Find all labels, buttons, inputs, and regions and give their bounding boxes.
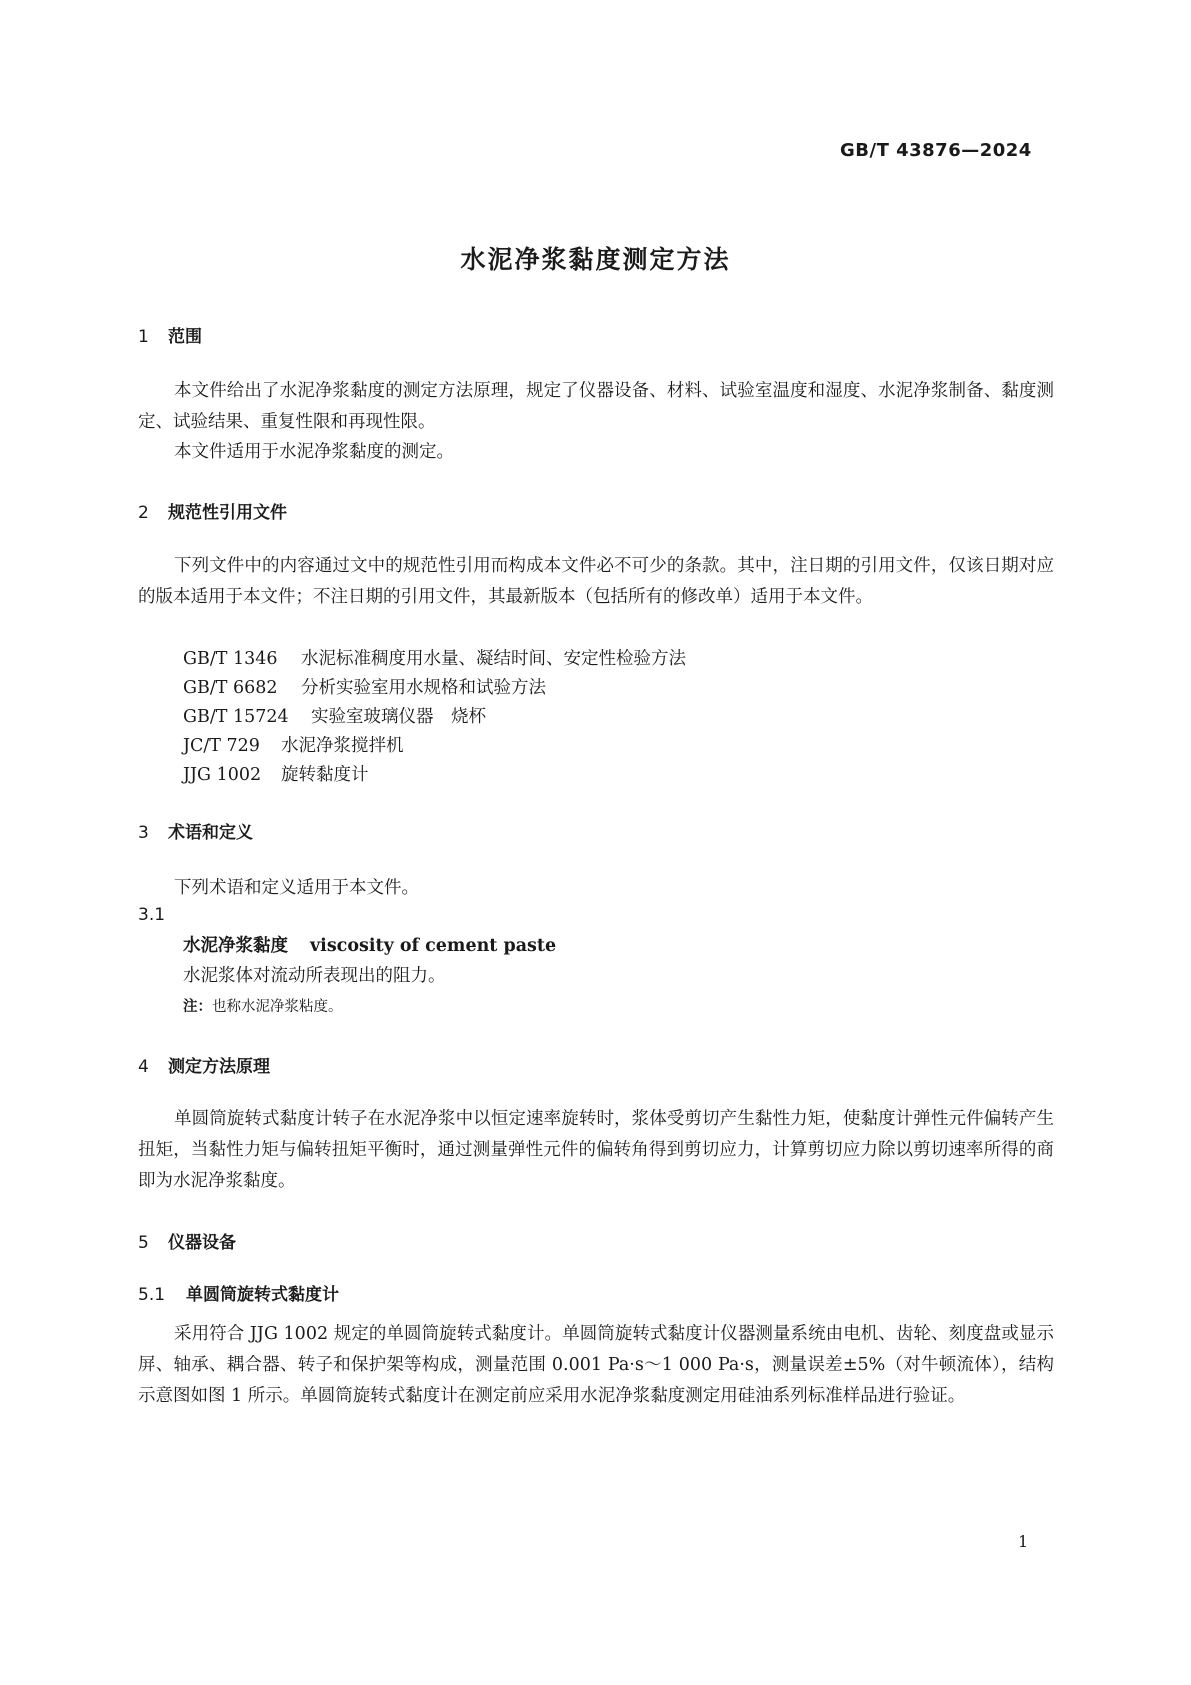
section-4-paragraph: 单圆筒旋转式黏度计转子在水泥净浆中以恒定速率旋转时，浆体受剪切产生黏性力矩，使黏度计弹性元件偏转产生扭矩，当黏性力矩与偏转扭矩平衡时，通过测量弹性元件的偏转角得到剪切应力，计算剪切应力除以剪切速率所得的商即为水泥净浆黏度。: [138, 1109, 1054, 1191]
section-title: 测定方法原理: [168, 1057, 270, 1077]
document-title: 水泥净浆黏度测定方法: [460, 245, 731, 274]
section-number: 3: [138, 823, 149, 843]
section-1-heading: [138, 322, 202, 347]
section-number: 5: [138, 1233, 149, 1253]
page-number: 1: [1018, 1532, 1029, 1551]
section-title: 范围: [168, 327, 202, 347]
term-english: viscosity of cement paste: [310, 936, 557, 956]
section-number: 4: [138, 1057, 149, 1077]
section-title: 仪器设备: [168, 1233, 236, 1253]
section-2-heading: [138, 498, 287, 523]
section-3-heading: [138, 818, 253, 843]
section-3-intro: 下列术语和定义适用于本文件。: [174, 878, 419, 898]
section-title: 术语和定义: [168, 823, 253, 843]
subsection-5-1-heading: [138, 1280, 339, 1305]
section-number: 2: [138, 503, 149, 523]
section-1-paragraph-2: 本文件适用于水泥净浆黏度的测定。: [174, 442, 454, 462]
term-definition: 水泥浆体对流动所表现出的阻力。: [183, 966, 446, 986]
term-entry: [183, 932, 556, 957]
term-chinese: 水泥净浆黏度: [183, 936, 288, 956]
note-label: 注：: [183, 999, 212, 1015]
reference-title: 分析实验室用水规格和试验方法: [301, 678, 546, 698]
reference-code: JJG 1002: [183, 765, 262, 785]
reference-code: GB/T 6682: [183, 678, 278, 698]
reference-item: [183, 674, 546, 699]
term-note: [183, 995, 343, 1016]
section-title: 规范性引用文件: [168, 503, 287, 523]
reference-title: 水泥净浆搅拌机: [281, 736, 404, 756]
section-2-paragraph: 下列文件中的内容通过文中的规范性引用而构成本文件必不可少的条款。其中，注日期的引用文件，仅该日期对应的版本适用于本文件；不注日期的引用文件，其最新版本（包括所有的修改单）适用于本文件。: [138, 556, 1054, 607]
section-5-heading: [138, 1228, 236, 1253]
section-number: 1: [138, 327, 149, 347]
reference-code: GB/T 1346: [183, 649, 278, 669]
reference-item: [183, 761, 369, 786]
subsection-5-1-paragraph: 采用符合 JJG 1002 规定的单圆筒旋转式黏度计。单圆筒旋转式黏度计仪器测量系统由电机、齿轮、刻度盘或显示屏、轴承、耦合器、转子和保护架等构成，测量范围 0.001 Pa·s～1 000 Pa·s，测量误差±5%（对牛顿流体），结构示意图如图 1 所示。单圆筒旋转式黏度计在测定前应采用水泥净浆黏度测定用硅油系列标准样品进行验证。: [138, 1324, 1054, 1406]
reference-item: [183, 732, 404, 757]
section-4-heading: [138, 1052, 270, 1077]
reference-code: GB/T 15724: [183, 707, 289, 727]
reference-title: 水泥标准稠度用水量、凝结时间、安定性检验方法: [301, 649, 686, 669]
standard-number: GB/T 43876—2024: [840, 140, 1032, 161]
note-text: 也称水泥净浆粘度。: [212, 999, 343, 1015]
subsection-title: 单圆筒旋转式黏度计: [186, 1285, 339, 1305]
reference-title: 实验室玻璃仪器 烧杯: [311, 707, 486, 727]
subsection-number: 5.1: [138, 1285, 166, 1305]
section-1-paragraph-1: 本文件给出了水泥净浆黏度的测定方法原理，规定了仪器设备、材料、试验室温度和湿度、水泥净浆制备、黏度测定、试验结果、重复性限和再现性限。: [138, 381, 1054, 432]
reference-title: 旋转黏度计: [281, 765, 369, 785]
term-number: 3.1: [138, 905, 166, 925]
reference-item: [183, 645, 686, 670]
reference-item: [183, 703, 486, 728]
reference-code: JC/T 729: [183, 736, 260, 756]
